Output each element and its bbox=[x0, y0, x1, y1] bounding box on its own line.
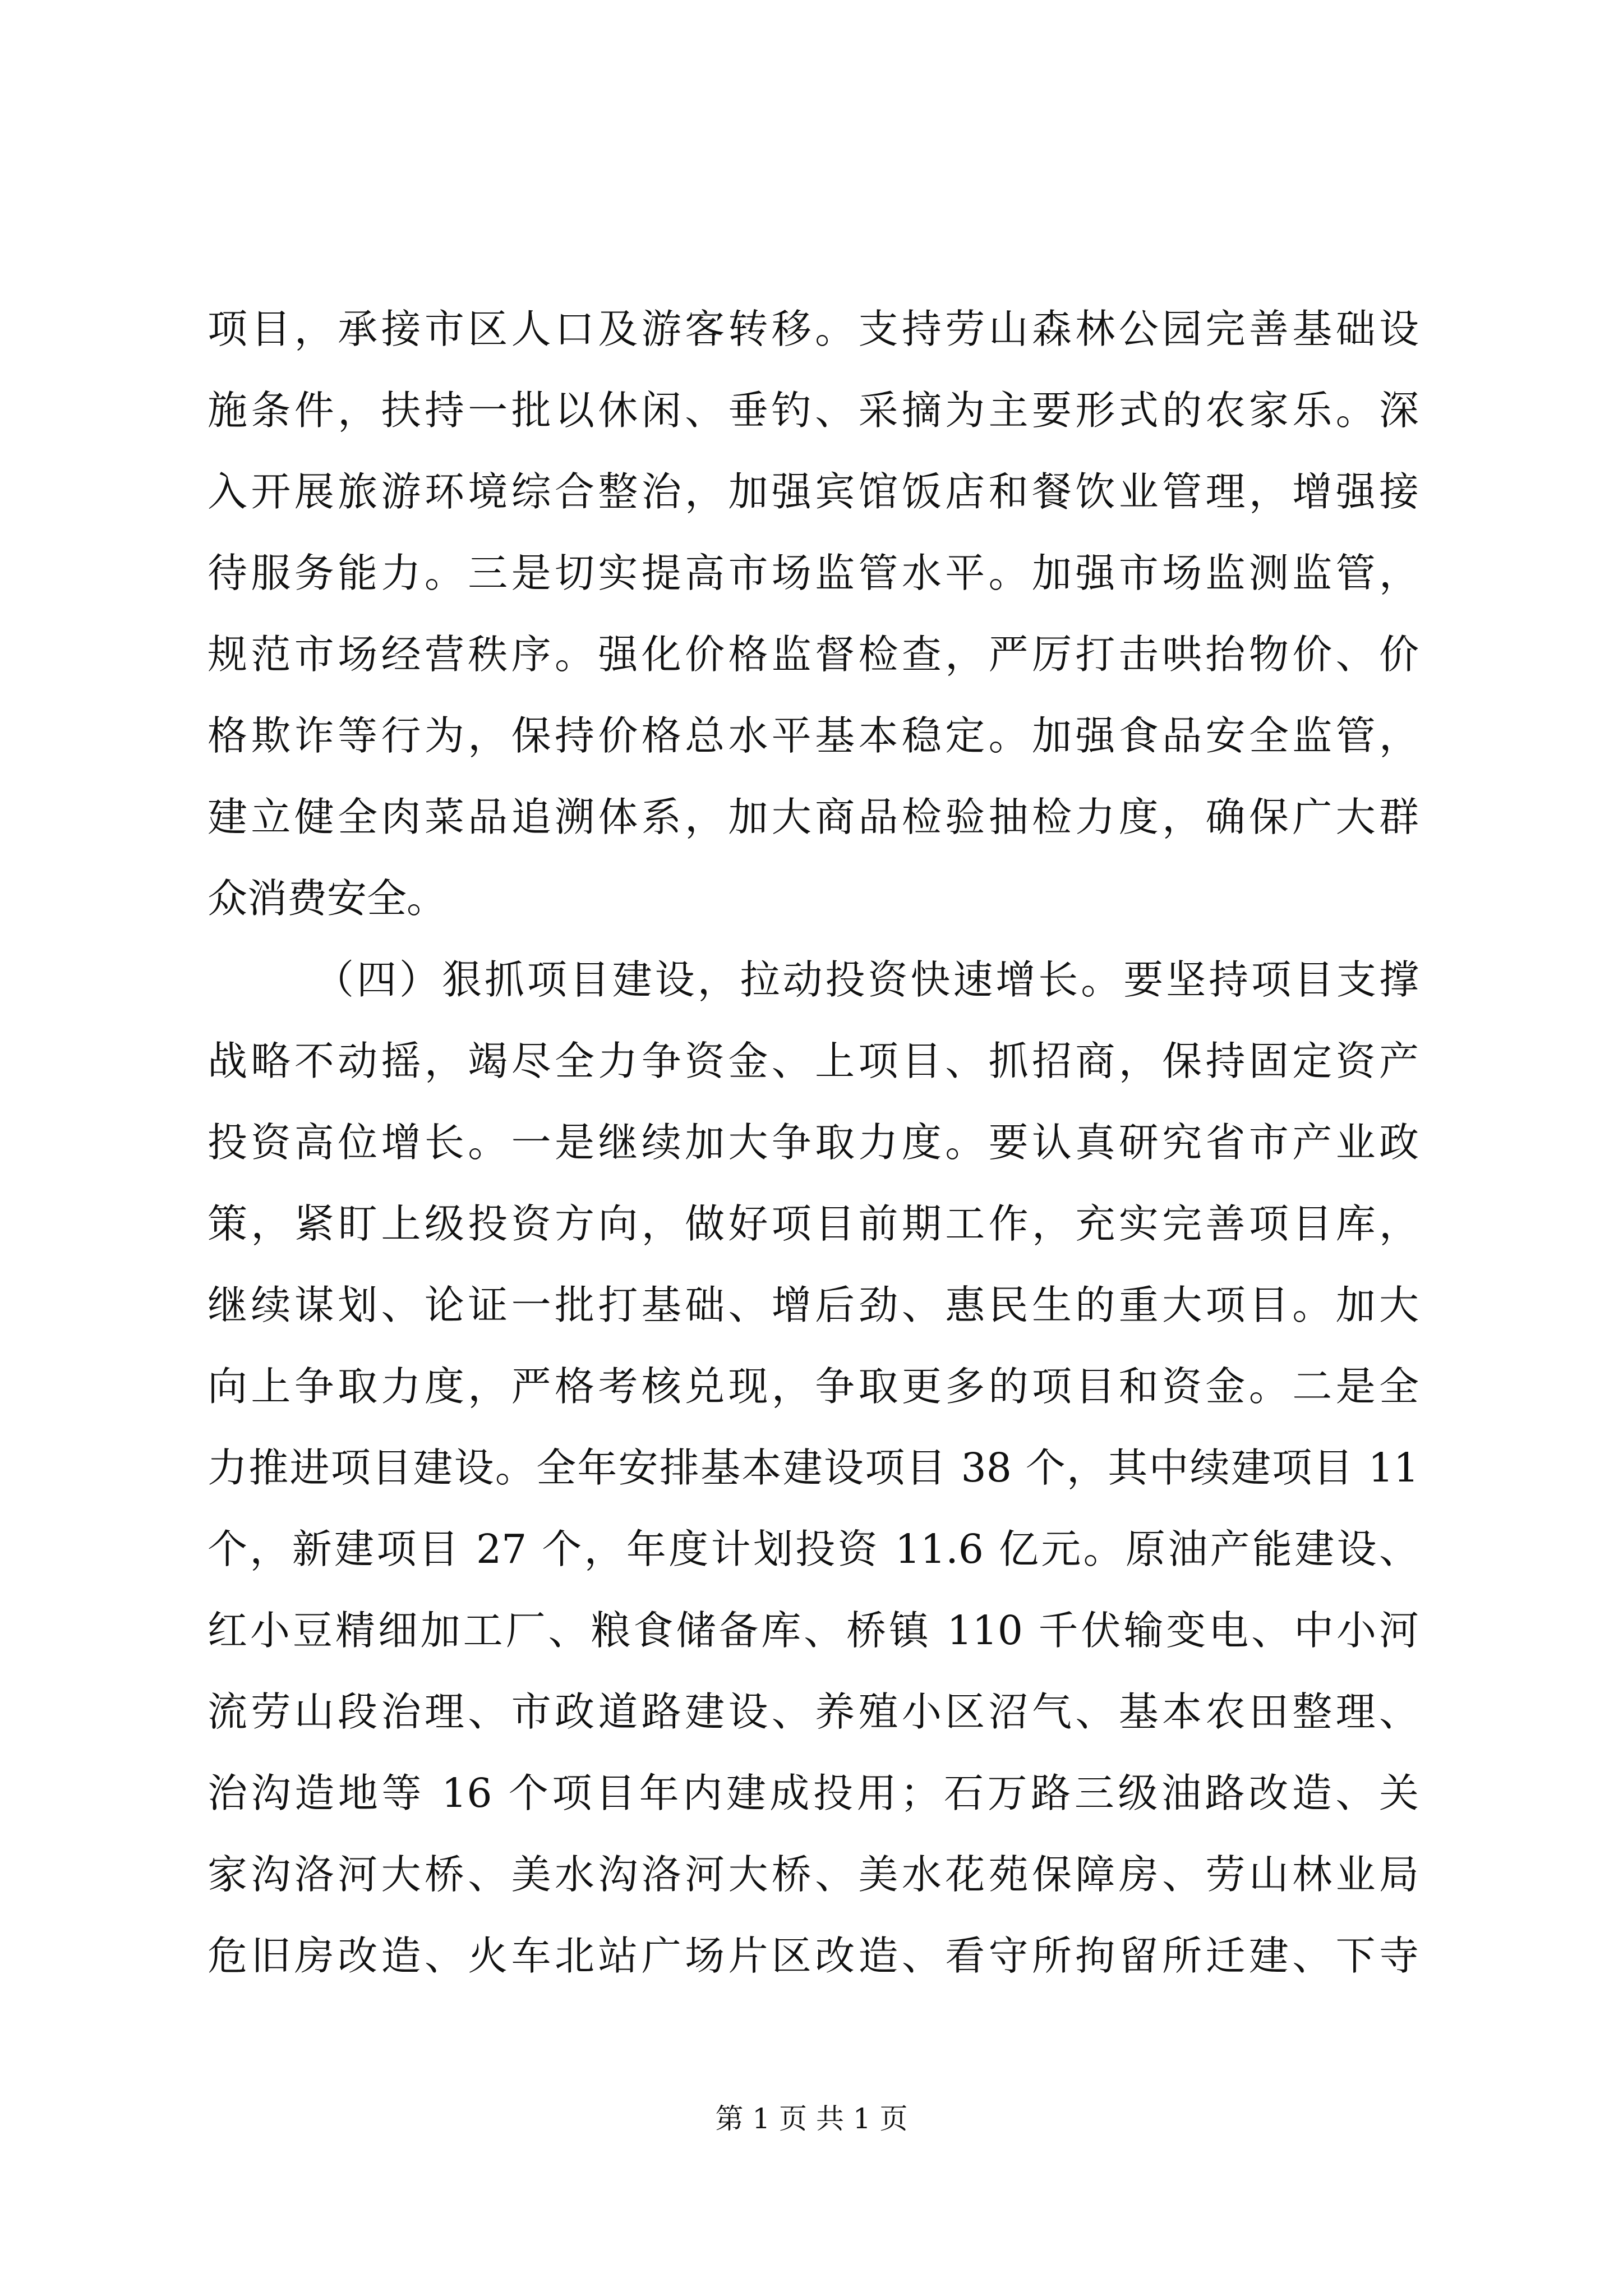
text-line: 治沟造地等 16 个项目年内建成投用；石万路三级油路改造、关 bbox=[208, 1770, 1419, 1816]
text-line: 建立健全肉菜品追溯体系，加大商品检验抽检力度，确保广大群 bbox=[208, 794, 1419, 840]
text-line: 红小豆精细加工厂、粮食储备库、桥镇 110 千伏输变电、中小河 bbox=[208, 1607, 1419, 1654]
page-footer bbox=[0, 2099, 1623, 2138]
text-line: 规范市场经营秩序。强化价格监督检查，严厉打击哄抬物价、价 bbox=[208, 631, 1419, 678]
text-line: 投资高位增长。一是继续加大争取力度。要认真研究省市产业政 bbox=[208, 1119, 1419, 1166]
text-line: 向上争取力度，严格考核兑现，争取更多的项目和资金。二是全 bbox=[208, 1363, 1419, 1410]
text-line: 入开展旅游环境综合整治，加强宾馆饭店和餐饮业管理，增强接 bbox=[208, 468, 1419, 515]
text-line: 力推进项目建设。全年安排基本建设项目 38 个，其中续建项目 11 bbox=[208, 1444, 1419, 1491]
text-line: 危旧房改造、火车北站广场片区改造、看守所拘留所迁建、下寺 bbox=[208, 1932, 1419, 1979]
text-line: 家沟洛河大桥、美水沟洛河大桥、美水花苑保障房、劳山林业局 bbox=[208, 1851, 1419, 1898]
text-line: 继续谋划、论证一批打基础、增后劲、惠民生的重大项目。加大 bbox=[208, 1282, 1419, 1328]
paragraph-last-line: 众消费安全。 bbox=[208, 875, 447, 922]
paragraph-first-line: （四）狠抓项目建设，拉动投资快速增长。要坚持项目支撑 bbox=[314, 956, 1419, 1003]
text-line: 待服务能力。三是切实提高市场监管水平。加强市场监测监管， bbox=[208, 550, 1419, 596]
text-line: 格欺诈等行为，保持价格总水平基本稳定。加强食品安全监管， bbox=[208, 712, 1419, 759]
text-line: 策，紧盯上级投资方向，做好项目前期工作，充实完善项目库， bbox=[208, 1200, 1419, 1247]
document-body bbox=[208, 288, 1419, 1996]
page-number: 第 1 页 共 1 页 bbox=[715, 2102, 908, 2135]
text-line: 流劳山段治理、市政道路建设、养殖小区沼气、基本农田整理、 bbox=[208, 1688, 1419, 1735]
text-line: 项目，承接市区人口及游客转移。支持劳山森林公园完善基础设 bbox=[208, 306, 1419, 352]
text-line: 战略不动摇，竭尽全力争资金、上项目、抓招商，保持固定资产 bbox=[208, 1038, 1419, 1084]
text-line: 个，新建项目 27 个，年度计划投资 11.6 亿元。原油产能建设、 bbox=[208, 1526, 1419, 1572]
text-line: 施条件，扶持一批以休闲、垂钓、采摘为主要形式的农家乐。深 bbox=[208, 387, 1419, 434]
